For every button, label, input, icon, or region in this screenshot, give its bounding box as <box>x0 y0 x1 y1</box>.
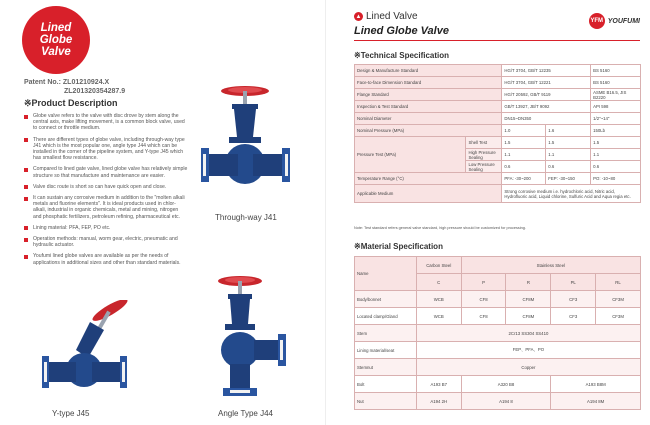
row-value: ASME B16.5, JIS B2220 <box>591 89 641 101</box>
caption-y-type: Y-type J45 <box>52 409 90 418</box>
table-row <box>355 65 641 77</box>
column-header: RL <box>596 274 641 291</box>
row-value: CF3 <box>551 291 596 308</box>
logo-text: YOUFUMI <box>607 17 640 25</box>
row-label: Design & Manufacture Standard <box>355 65 502 77</box>
row-value: A194 2H <box>416 393 461 410</box>
row-value: A193 B8M <box>551 376 641 393</box>
material-spec-table <box>354 256 641 410</box>
table-note: Note: Test standard refers general valve standard, high pressure should be customized for processing. <box>354 226 526 230</box>
row-value: 1.5 <box>546 137 591 149</box>
description-item: Valve disc route is short so can have quick open and close. <box>24 184 188 190</box>
row-value: WCB <box>416 291 461 308</box>
row-label: Inspection & Test Standard <box>355 101 502 113</box>
row-label: Flange Standard <box>355 89 502 101</box>
row-value: Strong corrosive medium i.e. hydrochloric acid, Nitric acid, Hydrofluoric acid, Liquid chlorine, Sulfuric Acid and Aqua regia etc. <box>502 185 641 203</box>
table-row <box>355 137 641 149</box>
row-label: Stem <box>355 325 417 342</box>
row-label: Shell Test <box>466 137 502 149</box>
row-value: 1.1 <box>591 149 641 161</box>
table-row <box>355 308 641 325</box>
row-value: API 598 <box>591 101 641 113</box>
table-row <box>355 393 641 410</box>
row-value: GB/T 13927, JB/T 9092 <box>502 101 591 113</box>
row-label: Bolt <box>355 376 417 393</box>
caption-angle-type: Angle Type J44 <box>218 409 274 418</box>
row-label: Face-to-face Dimension Standard <box>355 77 502 89</box>
row-value: 0.6 <box>591 161 641 173</box>
row-value: HG/T 20592, GB/T 9119 <box>502 89 591 101</box>
row-value: CF3M <box>596 308 641 325</box>
description-list <box>24 113 188 271</box>
row-value: FEP、PFA、PO <box>416 342 640 359</box>
row-value: CF8 <box>461 308 506 325</box>
header-divider <box>354 40 640 41</box>
table-row <box>355 125 641 137</box>
badge-line-1: Lined <box>40 22 72 34</box>
row-value: CF3M <box>596 291 641 308</box>
column-header: Stainless Steel <box>461 257 640 274</box>
through-way-valve-image <box>198 82 293 212</box>
row-value: BS 5160 <box>591 65 641 77</box>
row-value: CF8 <box>461 291 506 308</box>
row-value: 1/2"~14" <box>591 113 641 125</box>
row-value: 150Lb <box>591 125 641 137</box>
description-item: Youfumi lined globe valves are available as per the needs of applications in additional sizes and other than standard materials. <box>24 253 188 265</box>
material-spec-title: ※Material Specification <box>354 242 443 251</box>
row-value: 1.1 <box>502 149 546 161</box>
table-row <box>355 325 641 342</box>
row-value: 1.6 <box>546 125 591 137</box>
row-value: CF8M <box>506 291 551 308</box>
y-type-valve-image <box>40 300 135 405</box>
description-item: It can sustain any corrosive medium in addition to the "molten alkali metals and fluorine elements". It is ideal products used in chlor-alkali, industrial in organic chemicals, metal and mining, nitrogen and phosphatic fertilizers, petroleum refining, pharmaceutical etc. <box>24 195 188 220</box>
badge-line-3: Valve <box>41 46 71 58</box>
row-value: PO: -10~80 <box>591 173 641 185</box>
table-row <box>355 77 641 89</box>
page-title: Lined Globe Valve <box>354 25 449 37</box>
right-page <box>325 0 650 425</box>
column-header: PL <box>551 274 596 291</box>
patent-info <box>24 78 125 96</box>
patent-line-2: ZL201320354287.9 <box>64 88 126 95</box>
column-header: R <box>506 274 551 291</box>
column-header: C <box>416 274 461 291</box>
patent-line-1: Patent No.: ZL01210924.X <box>24 79 110 86</box>
table-row <box>355 173 641 185</box>
row-value: 0.6 <box>546 161 591 173</box>
table-row <box>355 291 641 308</box>
column-header: Carbon Steel <box>416 257 461 274</box>
technical-spec-table <box>354 64 641 203</box>
row-value: 1.1 <box>546 149 591 161</box>
header-category <box>354 11 418 22</box>
row-value: HG/T 3704, GB/T 12221 <box>502 77 591 89</box>
row-value: 1.5 <box>591 137 641 149</box>
table-row <box>355 342 641 359</box>
technical-spec-title: ※Technical Specification <box>354 51 450 60</box>
row-value: 2Cr13 SS304 SS410 <box>416 325 640 342</box>
table-row <box>355 376 641 393</box>
row-value: A320 B8 <box>461 376 551 393</box>
badge-line-2: Globe <box>39 34 73 46</box>
description-item: Compared to lined gate valve, lined globe valve has relatively simple structure so that manufacture and maintenance are easier. <box>24 166 188 178</box>
row-value: A193 B7 <box>416 376 461 393</box>
row-value: CF8M <box>506 308 551 325</box>
logo-mark-icon: YFM <box>589 13 605 29</box>
product-badge <box>22 6 90 74</box>
row-value: 1.5 <box>502 137 546 149</box>
row-label: Nominal Pressure (MPa) <box>355 125 502 137</box>
row-value: Copper <box>416 359 640 376</box>
company-logo <box>589 13 640 29</box>
header-category-label: Lined Valve <box>366 11 418 22</box>
row-value: CF3 <box>551 308 596 325</box>
row-label: Low Pressure Sealing <box>466 161 502 173</box>
column-header: Name <box>355 257 417 291</box>
row-value: PFA: -30~200 <box>502 173 546 185</box>
row-label: Nut <box>355 393 417 410</box>
brand-circle-icon: ▲ <box>355 13 362 20</box>
pressure-test-label: Pressure Test (MPa) <box>355 137 466 173</box>
caption-through-way: Through-way J41 <box>215 213 277 222</box>
row-label: Stemnut <box>355 359 417 376</box>
row-label: Body/bonnet <box>355 291 417 308</box>
row-value: HG/T 3704, GB/T 12235 <box>502 65 591 77</box>
description-item: Globe valve refers to the valve with disc drove by stem along the central axis, make lifting movement, is a common block valve, used to connect or throttle medium. <box>24 113 188 132</box>
table-row <box>355 359 641 376</box>
row-label: Temperature Range (°C) <box>355 173 502 185</box>
table-row <box>355 89 641 101</box>
row-value: 1.0 <box>502 125 546 137</box>
row-value: FEP: -30~150 <box>546 173 591 185</box>
description-item: There are different types of globe valve, including through-way type J41 which is the most popular one, angle type J44 which can be installed in the corner of the pipeline system, and Y-type J45 which has smallest flow resistance. <box>24 137 188 162</box>
table-row <box>355 113 641 125</box>
row-value: 0.6 <box>502 161 546 173</box>
description-item: Operation methods: manual, worm gear, electric, pneumatic and hydraulic actuator. <box>24 236 188 248</box>
description-item: Lining material: PFA, FEP, PO etc. <box>24 225 188 231</box>
row-label: Nominal Diameter <box>355 113 502 125</box>
product-description-title: ※Product Description <box>24 98 118 108</box>
angle-type-valve-image <box>198 272 293 407</box>
row-label: Applicable Medium <box>355 185 502 203</box>
row-value: WCB <box>416 308 461 325</box>
table-row <box>355 185 641 203</box>
row-value: BS 5160 <box>591 77 641 89</box>
row-label: Lining material/seat <box>355 342 417 359</box>
row-value: A194 8 <box>461 393 551 410</box>
column-header: P <box>461 274 506 291</box>
table-row <box>355 101 641 113</box>
row-value: DN15~DN350 <box>502 113 591 125</box>
row-value: A194 8M <box>551 393 641 410</box>
row-label: High Pressure Sealing <box>466 149 502 161</box>
row-label: Located clamp/Gland <box>355 308 417 325</box>
table-header-row <box>355 257 641 274</box>
